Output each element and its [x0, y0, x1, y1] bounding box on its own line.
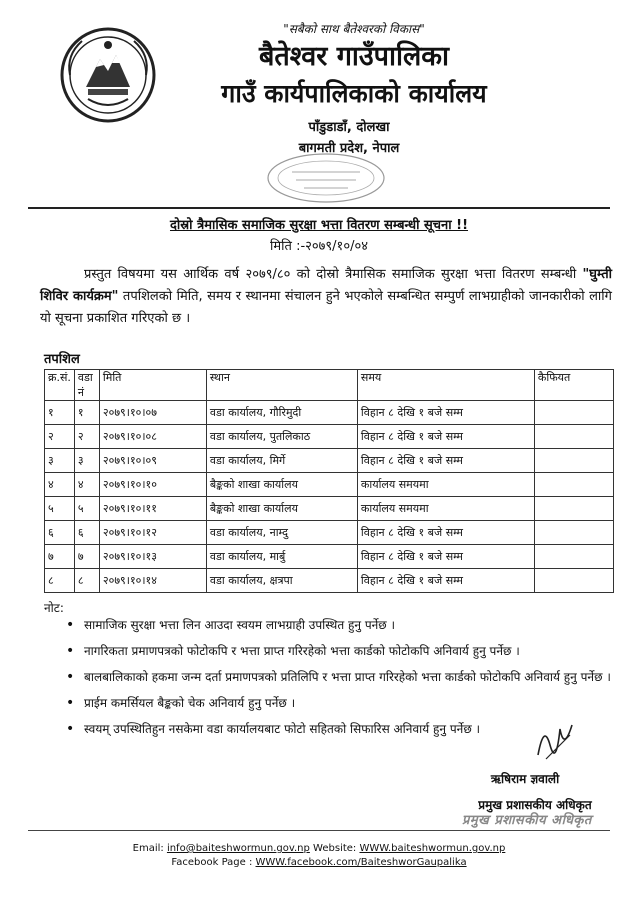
notice-title-text: दोस्रो त्रैमासिक समाजिक सुरक्षा भत्ता वितरण सम्बन्धी सूचना !!	[169, 218, 469, 233]
cell-location: वडा कार्यालय, मिर्गे	[206, 449, 357, 473]
notes-label: नोट:	[44, 601, 64, 615]
cell-time: विहान ८ देखि १ बजे सम्म	[357, 545, 534, 569]
table-row	[45, 401, 614, 425]
header-divider	[28, 207, 610, 209]
cell-ward: ४	[74, 473, 99, 497]
list-item: • नागरिकता प्रमाणपत्रको फोटोकपि र भत्ता प्राप्त गरिरहेको भत्ता कार्डको फोटोकपि अनिवार्य हुनु पर्नेछ ।	[66, 640, 614, 662]
cell-sn: २	[45, 425, 75, 449]
table-row	[45, 545, 614, 569]
header-sn: क्र.सं.	[45, 370, 75, 401]
cell-time: कार्यालय समयमा	[357, 473, 534, 497]
notice-title	[0, 215, 638, 233]
table-row	[45, 569, 614, 593]
website-label: Website:	[309, 843, 360, 854]
cell-ward: २	[74, 425, 99, 449]
cell-date: २०७९।१०।१४	[99, 569, 206, 593]
table-row	[45, 449, 614, 473]
cell-date: २०७९।१०।१०	[99, 473, 206, 497]
schedule-table	[44, 369, 614, 593]
cell-date: २०७९।१०।०७	[99, 401, 206, 425]
cell-date: २०७९।१०।०८	[99, 425, 206, 449]
list-item: • स्वयम् उपस्थितिहुन नसकेमा वडा कार्यालयबाट फोटो सहितको सिफारिस अनिवार्य हुनु पर्नेछ ।	[66, 718, 614, 740]
footer-divider	[28, 830, 610, 831]
cell-remarks	[534, 545, 613, 569]
cell-time: विहान ८ देखि १ बजे सम्म	[357, 449, 534, 473]
header-time: समय	[357, 370, 534, 401]
signatory-name: ऋषिराम ज्ञवाली	[490, 772, 560, 786]
details-label: तपशिल	[44, 352, 80, 367]
cell-sn: ६	[45, 521, 75, 545]
cell-remarks	[534, 425, 613, 449]
cell-location: वडा कार्यालय, मार्बु	[206, 545, 357, 569]
cell-ward: १	[74, 401, 99, 425]
cell-date: २०७९।१०।०९	[99, 449, 206, 473]
table-header-row	[45, 370, 614, 401]
cell-ward: ८	[74, 569, 99, 593]
cell-location: बैङ्कको शाखा कार्यालय	[206, 497, 357, 521]
cell-time: विहान ८ देखि १ बजे सम्म	[357, 425, 534, 449]
cell-sn: ५	[45, 497, 75, 521]
cell-remarks	[534, 497, 613, 521]
slogan: "सबैको साथ बैतेश्वरको विकास"	[283, 22, 425, 36]
designation-stamp: प्रमुख प्रशासकीय अधिकृत	[462, 813, 592, 828]
notice-date: मिति :-२०७९/१०/०४	[270, 239, 368, 254]
cell-remarks	[534, 449, 613, 473]
cell-remarks	[534, 521, 613, 545]
cell-sn: ७	[45, 545, 75, 569]
cell-time: विहान ८ देखि १ बजे सम्म	[357, 569, 534, 593]
cell-ward: ५	[74, 497, 99, 521]
header-remarks: कैफियत	[534, 370, 613, 401]
header-ward: वडा नं	[74, 370, 99, 401]
cell-remarks	[534, 569, 613, 593]
address-line-1: पाँडुडाडाँ, दोलखा	[308, 120, 390, 135]
paragraph-text-1: प्रस्तुत विषयमा यस आर्थिक वर्ष २०७९/८० को दोस्रो त्रैमासिक समाजिक सुरक्षा भत्ता वितरण सम्बन्धी	[84, 267, 583, 282]
table-row	[45, 521, 614, 545]
cell-location: वडा कार्यालय, गौरिमुदी	[206, 401, 357, 425]
email-label: Email:	[132, 843, 167, 854]
website-link[interactable]: WWW.baiteshwormun.gov.np	[359, 843, 506, 854]
cell-remarks	[534, 401, 613, 425]
cell-sn: ४	[45, 473, 75, 497]
signature-mark	[530, 715, 580, 763]
cell-location: वडा कार्यालय, पुतलिकाठ	[206, 425, 357, 449]
footer-facebook	[0, 857, 638, 868]
notice-paragraph	[40, 264, 612, 330]
office-name: गाउँ कार्यपालिकाको कार्यालय	[221, 79, 487, 108]
cell-time: विहान ८ देखि १ बजे सम्म	[357, 521, 534, 545]
footer-contact	[0, 843, 638, 854]
header-location: स्थान	[206, 370, 357, 401]
cell-location: बैङ्कको शाखा कार्यालय	[206, 473, 357, 497]
signatory-designation: प्रमुख प्रशासकीय अधिकृत	[478, 798, 592, 812]
cell-remarks	[534, 473, 613, 497]
cell-ward: ७	[74, 545, 99, 569]
cell-location: वडा कार्यालय, नाम्दु	[206, 521, 357, 545]
list-item: • सामाजिक सुरक्षा भत्ता लिन आउदा स्वयम लाभग्राही उपस्थित हुनु पर्नेछ ।	[66, 614, 614, 636]
cell-sn: ३	[45, 449, 75, 473]
facebook-link[interactable]: WWW.facebook.com/BaiteshworGaupalika	[255, 857, 467, 868]
office-seal-stamp	[262, 150, 390, 206]
list-item: • बालबालिकाको हकमा जन्म दर्ता प्रमाणपत्रको प्रतिलिपि र भत्ता प्राप्त गरिरहेको भत्ता कार्डको फोटोकपि अनिवार्य हुनु पर्नेछ ।	[66, 666, 614, 688]
table-row	[45, 497, 614, 521]
facebook-label: Facebook Page :	[171, 857, 256, 868]
paragraph-program-name: "घुम्ती शिविर कार्यक्रम"	[40, 267, 612, 304]
cell-time: विहान ८ देखि १ बजे सम्म	[357, 401, 534, 425]
cell-ward: ३	[74, 449, 99, 473]
cell-location: वडा कार्यालय, क्षत्रपा	[206, 569, 357, 593]
cell-date: २०७९।१०।१२	[99, 521, 206, 545]
paragraph-text-2: तपशिलको मिति, समय र स्थानमा संचालन हुने भएकोले सम्बन्धित सम्पुर्ण लाभग्राहीको जानकारीको लागि यो सूचना प्रकाशित गरिएको छ ।	[40, 289, 612, 326]
cell-date: २०७९।१०।१३	[99, 545, 206, 569]
cell-date: २०७९।१०।११	[99, 497, 206, 521]
header-date: मिति	[99, 370, 206, 401]
cell-sn: ८	[45, 569, 75, 593]
cell-time: कार्यालय समयमा	[357, 497, 534, 521]
list-item: • प्राईम कमर्सियल बैङ्कको चेक अनिवार्य हुनु पर्नेछ ।	[66, 692, 614, 714]
email-link[interactable]: info@baiteshwormun.gov.np	[166, 843, 310, 854]
org-name: बैतेश्वर गाउँपालिका	[258, 41, 450, 72]
cell-sn: १	[45, 401, 75, 425]
cell-ward: ६	[74, 521, 99, 545]
table-row	[45, 425, 614, 449]
address-line-2: बागमती प्रदेश, नेपाल	[298, 141, 400, 156]
table-row	[45, 473, 614, 497]
